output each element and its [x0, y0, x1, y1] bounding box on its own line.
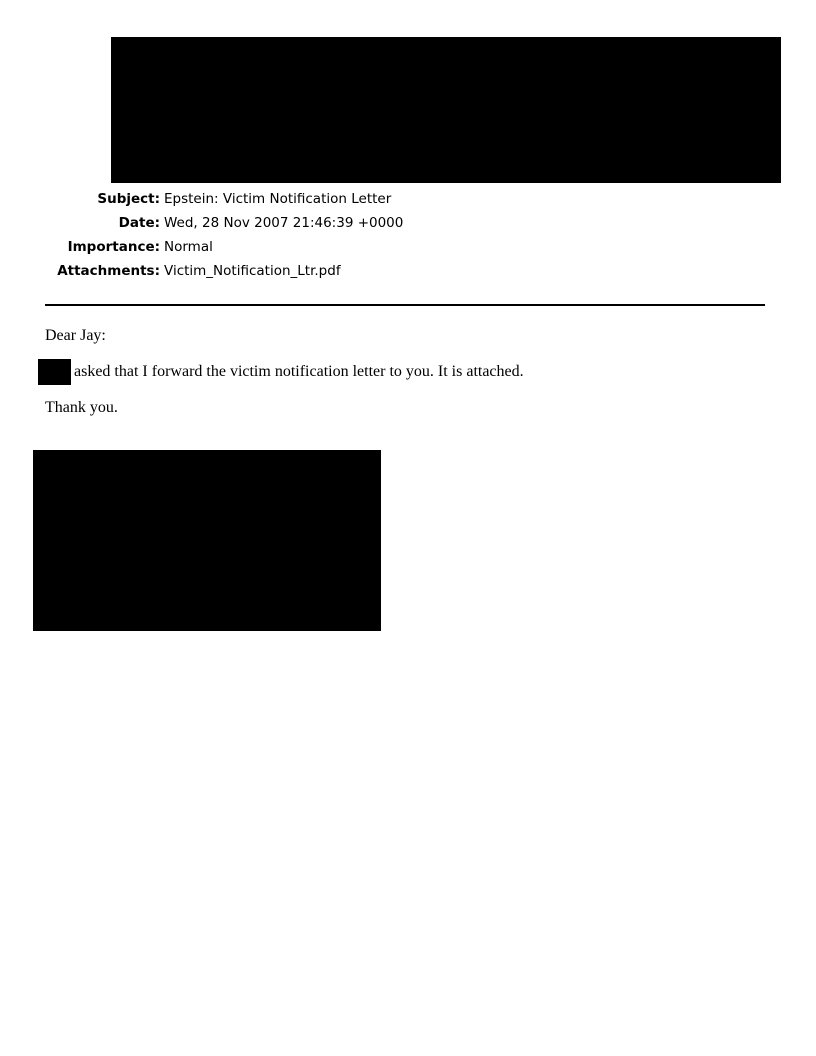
attachment-filename[interactable]: Victim_Notification_Ltr.pdf [164, 263, 341, 279]
attachments-label: Attachments: [57, 263, 160, 279]
subject-label: Subject: [97, 191, 160, 207]
subject-row [0, 189, 816, 209]
redacted-name [38, 359, 71, 385]
greeting: Dear Jay: [45, 327, 106, 344]
closing: Thank you. [45, 399, 118, 416]
redacted-signature-block [33, 450, 381, 631]
attachments-row [0, 261, 816, 281]
importance-label: Importance: [67, 239, 160, 255]
importance-value: Normal [164, 239, 213, 255]
header-divider [45, 304, 765, 306]
date-value: Wed, 28 Nov 2007 21:46:39 +0000 [164, 215, 404, 231]
subject-value: Epstein: Victim Notification Letter [164, 191, 392, 207]
date-label: Date: [118, 215, 160, 231]
date-row [0, 213, 816, 233]
redacted-header-block [111, 37, 781, 183]
importance-row [0, 237, 816, 257]
message-text: asked that I forward the victim notification letter to you. It is attached. [74, 363, 524, 380]
